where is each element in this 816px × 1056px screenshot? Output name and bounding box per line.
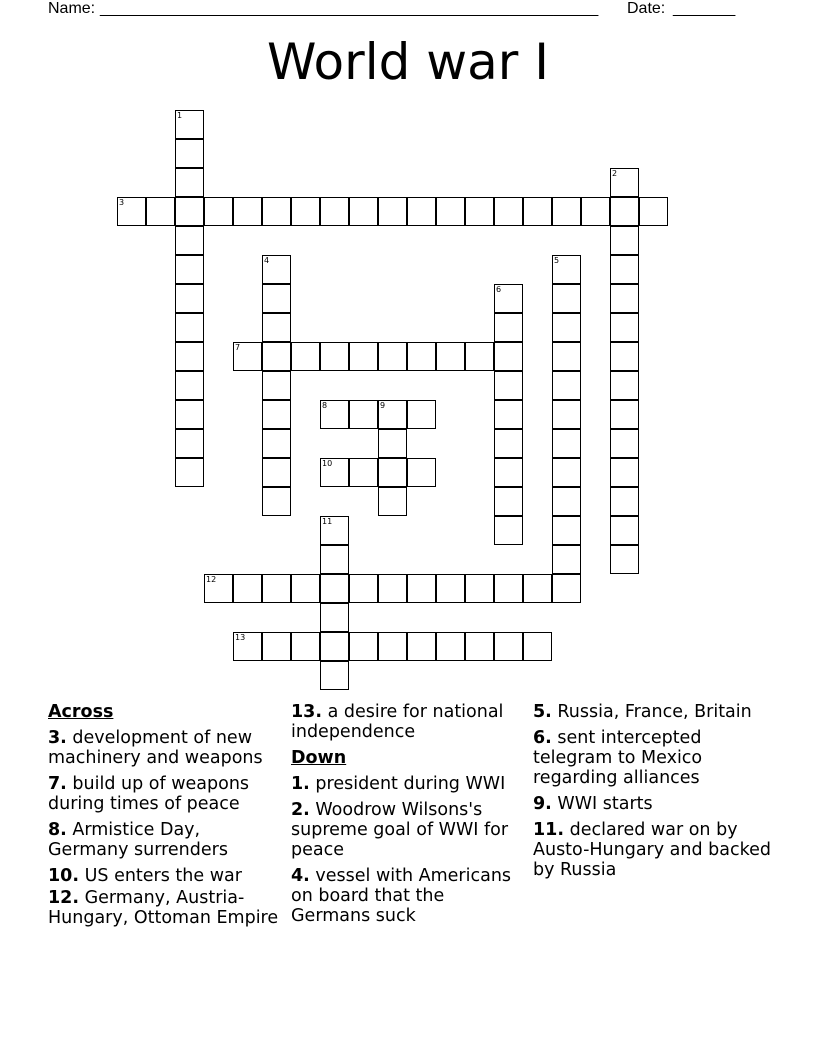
clue-down-11 (533, 820, 773, 880)
grid-cell[interactable] (610, 400, 639, 429)
clue-text: US enters the war (84, 866, 242, 886)
grid-cell[interactable] (523, 632, 552, 661)
grid-cell[interactable] (349, 342, 378, 371)
grid-cell[interactable] (204, 197, 233, 226)
name-label: Name: (48, 0, 96, 17)
clue-number: 5. (533, 702, 552, 722)
grid-cell[interactable] (494, 516, 523, 545)
grid-cell[interactable] (175, 313, 204, 342)
grid-cell[interactable] (175, 371, 204, 400)
grid-cell[interactable] (610, 197, 639, 226)
grid-cell[interactable] (407, 458, 436, 487)
clues-column-1 (48, 702, 280, 934)
clue-text: Armistice Day, Germany surrenders (48, 820, 228, 860)
clue-number: 9. (533, 794, 552, 814)
grid-cell[interactable] (175, 342, 204, 371)
grid-cell[interactable] (378, 632, 407, 661)
grid-cell[interactable] (436, 197, 465, 226)
grid-cell[interactable] (378, 429, 407, 458)
grid-cell[interactable] (407, 197, 436, 226)
grid-cell[interactable] (291, 574, 320, 603)
grid-cell[interactable] (552, 516, 581, 545)
grid-cell[interactable] (262, 632, 291, 661)
grid-cell[interactable] (494, 371, 523, 400)
clue-number-label: 11 (322, 517, 333, 526)
grid-cell[interactable] (494, 429, 523, 458)
grid-cell[interactable] (552, 487, 581, 516)
clue-down-5 (533, 702, 773, 722)
grid-cell[interactable] (436, 342, 465, 371)
grid-cell[interactable] (610, 545, 639, 574)
grid-cell[interactable] (436, 574, 465, 603)
grid-cell[interactable] (175, 255, 204, 284)
grid-cell[interactable] (407, 400, 436, 429)
clue-number: 2. (291, 800, 310, 820)
clue-down-1 (291, 774, 523, 794)
grid-cell[interactable] (262, 284, 291, 313)
clue-number-label: 4 (264, 256, 270, 265)
grid-cell[interactable] (175, 284, 204, 313)
name-line: ________________________________________________________ (100, 0, 599, 17)
clue-number: 12. (48, 888, 80, 908)
grid-cell[interactable] (610, 226, 639, 255)
clue-number-label: 7 (235, 343, 241, 352)
grid-cell[interactable] (552, 545, 581, 574)
grid-cell[interactable] (262, 574, 291, 603)
clue-number-label: 13 (235, 633, 246, 642)
grid-cell[interactable] (262, 371, 291, 400)
grid-cell[interactable] (610, 342, 639, 371)
clue-text: Woodrow Wilsons's supreme goal of WWI for peace (291, 800, 509, 860)
clue-number: 1. (291, 774, 310, 794)
clue-text: declared war on by Austo-Hungary and backed by Russia (533, 820, 772, 880)
grid-cell[interactable] (494, 313, 523, 342)
grid-cell[interactable] (494, 458, 523, 487)
clue-number: 6. (533, 728, 552, 748)
grid-cell[interactable] (349, 458, 378, 487)
across-heading: Across (48, 702, 114, 722)
grid-cell[interactable] (262, 429, 291, 458)
clue-text: development of new machinery and weapons (48, 728, 263, 768)
clue-text: president during WWI (315, 774, 506, 794)
grid-cell[interactable] (552, 429, 581, 458)
grid-cell[interactable] (523, 197, 552, 226)
grid-cell[interactable] (349, 400, 378, 429)
grid-cell[interactable] (175, 429, 204, 458)
grid-cell[interactable] (610, 458, 639, 487)
grid-cell[interactable] (610, 255, 639, 284)
grid-cell[interactable] (262, 400, 291, 429)
grid-cell[interactable] (320, 342, 349, 371)
grid-cell[interactable] (610, 284, 639, 313)
grid-cell[interactable] (494, 632, 523, 661)
grid-cell[interactable] (494, 574, 523, 603)
grid-cell[interactable] (262, 197, 291, 226)
grid-cell[interactable] (494, 400, 523, 429)
clue-text: sent intercepted telegram to Mexico regarding alliances (533, 728, 703, 788)
clue-down-4 (291, 866, 523, 926)
grid-cell[interactable] (407, 632, 436, 661)
clue-across-13 (291, 702, 523, 742)
grid-cell[interactable] (494, 197, 523, 226)
grid-cell[interactable] (610, 516, 639, 545)
grid-cell[interactable] (465, 342, 494, 371)
clue-number-label: 5 (554, 256, 560, 265)
grid-cell[interactable] (320, 603, 349, 632)
clue-across-3 (48, 728, 280, 768)
grid-cell[interactable] (581, 197, 610, 226)
grid-cell[interactable] (552, 574, 581, 603)
grid-cell[interactable] (175, 197, 204, 226)
clue-across-10 (48, 866, 280, 886)
clue-number-label: 2 (612, 169, 618, 178)
grid-cell[interactable] (436, 632, 465, 661)
grid-cell[interactable] (552, 197, 581, 226)
grid-cell[interactable] (233, 574, 262, 603)
grid-cell[interactable] (465, 574, 494, 603)
clue-number-label: 3 (119, 198, 125, 207)
clue-across-8 (48, 820, 280, 860)
grid-cell[interactable] (552, 342, 581, 371)
clue-across-12 (48, 888, 280, 928)
grid-cell[interactable] (552, 371, 581, 400)
grid-cell[interactable] (262, 458, 291, 487)
grid-cell[interactable] (262, 313, 291, 342)
date-line: _______ (673, 0, 736, 17)
grid-cell[interactable] (407, 574, 436, 603)
clues-column-2 (291, 702, 523, 932)
grid-cell[interactable] (610, 487, 639, 516)
clue-number: 4. (291, 866, 310, 886)
grid-cell[interactable] (523, 574, 552, 603)
clue-text: WWI starts (557, 794, 653, 814)
grid-cell[interactable] (233, 197, 262, 226)
grid-cell[interactable] (291, 197, 320, 226)
grid-cell[interactable] (320, 197, 349, 226)
clue-number-label: 1 (177, 111, 183, 120)
grid-cell[interactable] (175, 139, 204, 168)
grid-cell[interactable] (320, 632, 349, 661)
clue-number-label: 6 (496, 285, 502, 294)
grid-cell[interactable] (146, 197, 175, 226)
grid-cell[interactable] (320, 661, 349, 690)
grid-cell[interactable] (291, 632, 320, 661)
clue-across-7 (48, 774, 280, 814)
grid-cell[interactable] (407, 342, 436, 371)
clue-down-9 (533, 794, 773, 814)
grid-cell[interactable] (552, 458, 581, 487)
grid-cell[interactable] (639, 197, 668, 226)
clue-down-6 (533, 728, 773, 788)
grid-cell[interactable] (378, 342, 407, 371)
grid-cell[interactable] (610, 429, 639, 458)
grid-cell[interactable] (175, 168, 204, 197)
clue-number: 10. (48, 866, 80, 886)
down-heading: Down (291, 748, 347, 768)
grid-cell[interactable] (262, 342, 291, 371)
grid-cell[interactable] (320, 545, 349, 574)
clue-number-label: 9 (380, 401, 386, 410)
grid-cell[interactable] (552, 313, 581, 342)
clue-number-label: 10 (322, 459, 333, 468)
grid-cell[interactable] (262, 487, 291, 516)
grid-cell[interactable] (378, 487, 407, 516)
clue-text: Russia, France, Britain (557, 702, 752, 722)
clue-number: 3. (48, 728, 67, 748)
grid-cell[interactable] (610, 371, 639, 400)
clue-text: build up of weapons during times of peace (48, 774, 250, 814)
grid-cell[interactable] (465, 197, 494, 226)
clue-number: 7. (48, 774, 67, 794)
grid-cell[interactable] (378, 574, 407, 603)
clue-number: 11. (533, 820, 565, 840)
grid-cell[interactable] (320, 574, 349, 603)
clue-down-2 (291, 800, 523, 860)
grid-cell[interactable] (378, 458, 407, 487)
grid-cell[interactable] (349, 632, 378, 661)
grid-cell[interactable] (465, 632, 494, 661)
grid-cell[interactable] (291, 342, 320, 371)
page-title: World war I (267, 33, 549, 91)
date-label: Date: (627, 0, 666, 17)
grid-cell[interactable] (349, 197, 378, 226)
clue-number: 13. (291, 702, 323, 722)
clue-number: 8. (48, 820, 67, 840)
grid-cell[interactable] (175, 458, 204, 487)
grid-cell[interactable] (175, 226, 204, 255)
clue-text: a desire for national independence (291, 702, 504, 742)
grid-cell[interactable] (494, 487, 523, 516)
grid-cell[interactable] (378, 197, 407, 226)
grid-cell[interactable] (610, 313, 639, 342)
clue-number-label: 8 (322, 401, 328, 410)
grid-cell[interactable] (494, 342, 523, 371)
clues-column-3 (533, 702, 773, 886)
grid-cell[interactable] (552, 400, 581, 429)
grid-cell[interactable] (349, 574, 378, 603)
clue-text: Germany, Austria-Hungary, Ottoman Empire (48, 888, 279, 928)
grid-cell[interactable] (175, 400, 204, 429)
clue-number-label: 12 (206, 575, 217, 584)
grid-cell[interactable] (552, 284, 581, 313)
clue-text: vessel with Americans on board that the Germans suck (291, 866, 512, 926)
